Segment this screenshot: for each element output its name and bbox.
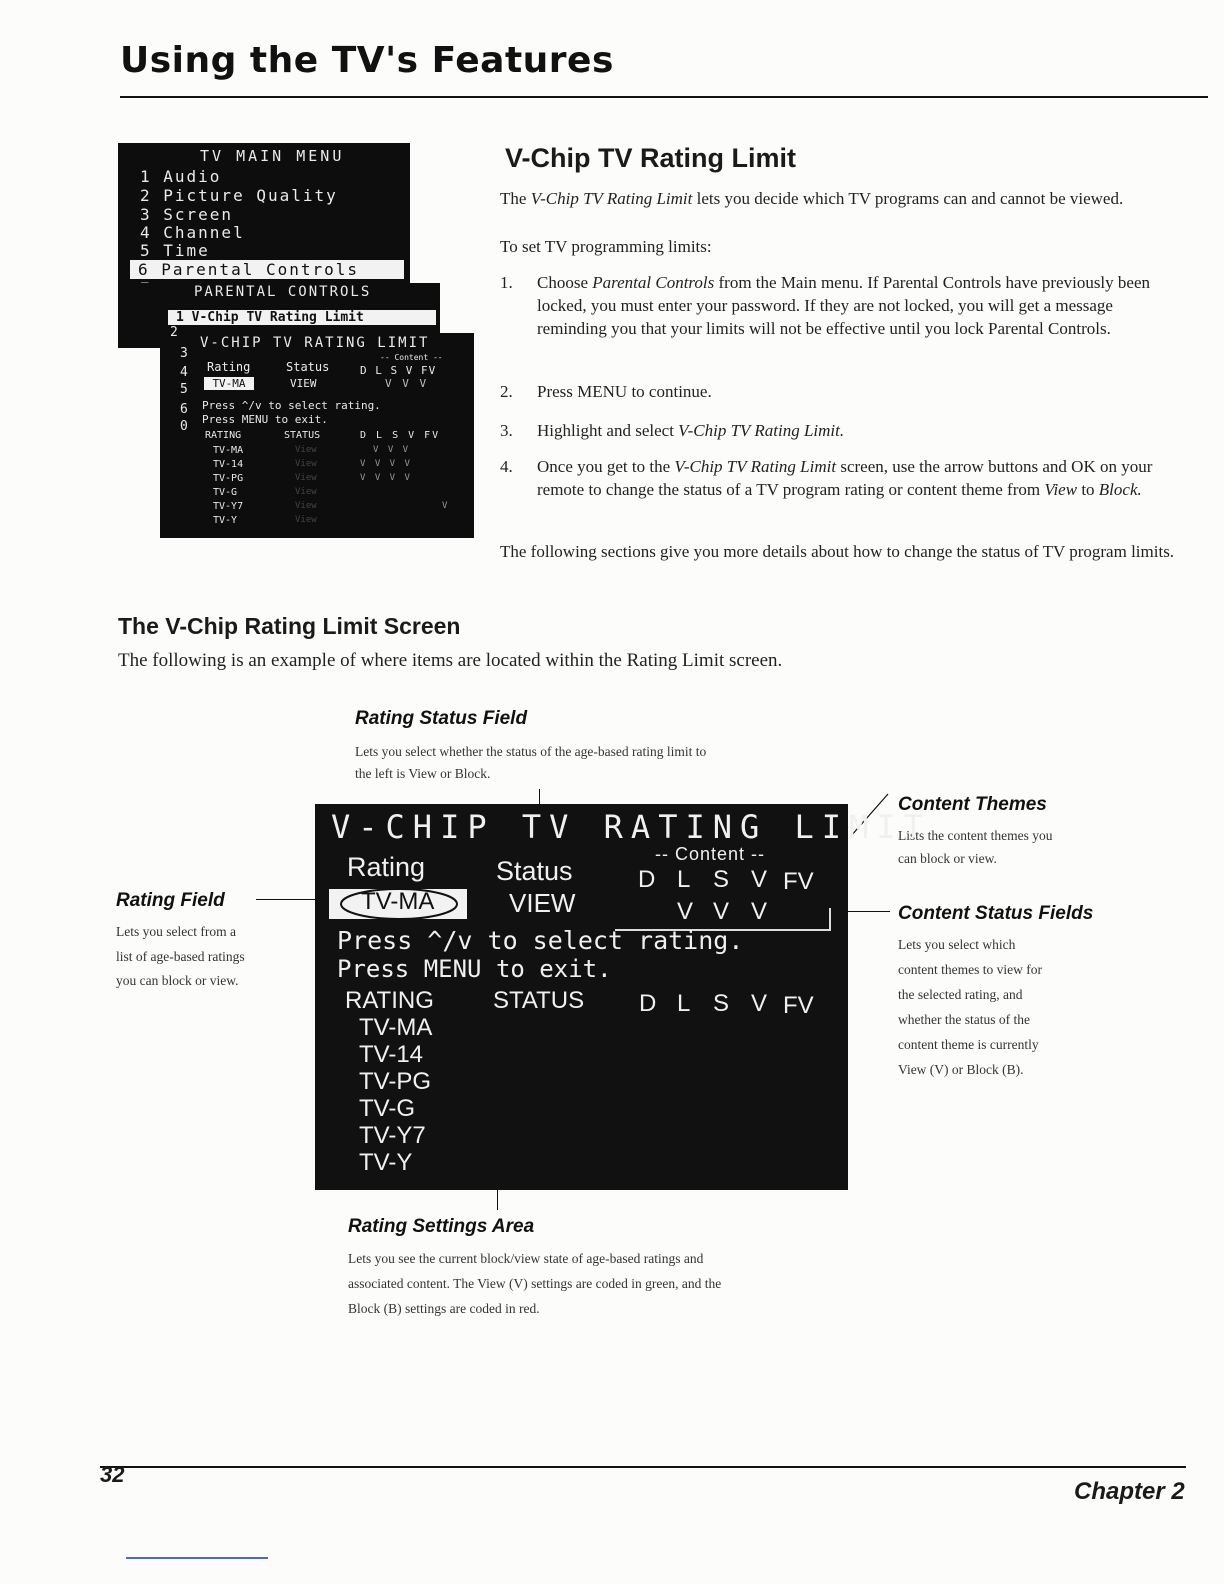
- small-cut-6: 6: [180, 402, 188, 417]
- big-content-value[interactable]: V: [713, 898, 730, 925]
- callout-content-status-body: whether the status of the: [898, 1012, 1030, 1027]
- small-cut-5: 5: [180, 382, 188, 397]
- big-table-status: STATUS: [493, 987, 585, 1014]
- callout-rating-settings-body: associated content. The View (V) settings are coded in green, and the: [348, 1276, 722, 1291]
- page-number: 32: [100, 1462, 125, 1487]
- big-rating-field[interactable]: TV-MA: [361, 888, 435, 915]
- small-cut-2: 2: [170, 325, 178, 340]
- small-row-status: View: [295, 487, 317, 497]
- small-cut-0: 0: [180, 419, 188, 434]
- big-table-l: L: [677, 990, 691, 1017]
- small-table-status: STATUS: [284, 430, 321, 441]
- step-text: Once you get to the: [537, 457, 675, 476]
- bottom-link-underline: [126, 1557, 268, 1559]
- big-help-2: Press MENU to exit.: [337, 955, 612, 983]
- step-number: 2.: [500, 382, 513, 401]
- step-4: [500, 455, 1180, 501]
- callout-rating-field-body: Lets you select from a: [116, 924, 236, 939]
- small-row-content: V V V: [373, 445, 411, 455]
- step-2: [500, 380, 1180, 403]
- callout-rating-status-body: the left is View or Block.: [355, 766, 491, 781]
- step-text: Highlight and select: [537, 421, 679, 440]
- page-title: Using the TV's Features: [120, 40, 614, 81]
- menu-item-parental-controls[interactable]: 6 Parental Controls: [130, 260, 404, 279]
- small-rating-label: Rating: [207, 360, 251, 374]
- callout-content-status-body: content themes to view for: [898, 962, 1042, 977]
- callout-rating-settings-title: Rating Settings Area: [348, 1216, 535, 1237]
- small-row-status: View: [295, 501, 317, 511]
- step-italic: Block.: [1098, 480, 1142, 499]
- small-row-rating: TV-Y: [213, 515, 238, 526]
- small-row-content: V V V V: [360, 473, 412, 483]
- step-number: 3.: [500, 421, 513, 440]
- callout-rating-field-body: you can block or view.: [116, 973, 239, 988]
- set-limits-text: To set TV programming limits:: [500, 237, 712, 256]
- section-intro: The following is an example of where items are located within the Rating Limit screen.: [118, 650, 783, 671]
- callout-rating-status-title: Rating Status Field: [355, 708, 528, 729]
- small-help-2: Press MENU to exit.: [202, 413, 328, 426]
- small-table-rating: RATING: [205, 430, 242, 441]
- intro-italic: V-Chip TV Rating Limit: [530, 189, 693, 208]
- small-cut-3: 3: [180, 346, 188, 361]
- small-row-rating: TV-G: [213, 487, 238, 498]
- callout-content-status-body: View (V) or Block (B).: [898, 1062, 1024, 1077]
- small-status-field[interactable]: VIEW: [290, 377, 317, 390]
- step-italic: V-Chip TV Rating Limit.: [678, 421, 845, 440]
- vchip-outro: The following sections give you more details about how to change the status of TV program limits.: [500, 542, 1175, 561]
- callout-content-themes-body: can block or view.: [898, 851, 997, 866]
- small-row-rating: TV-Y7: [213, 501, 244, 512]
- big-row-rating: TV-G: [359, 1095, 416, 1122]
- small-rating-field[interactable]: TV-MA: [204, 377, 254, 390]
- small-help-1: Press ^/v to select rating.: [202, 399, 381, 412]
- small-row-rating: TV-MA: [213, 445, 244, 456]
- callout-rating-field-body: list of age-based ratings: [116, 949, 245, 964]
- big-table-s: S: [713, 990, 730, 1017]
- step-text: Choose: [537, 273, 593, 292]
- big-letter-fv: FV: [783, 868, 814, 895]
- big-letter-d: D: [638, 866, 656, 893]
- vchip-rating-limit-screen: [315, 804, 931, 1190]
- big-table-v: V: [751, 990, 768, 1017]
- small-content-letters: D L S V FV: [360, 364, 437, 377]
- small-status-label: Status: [286, 360, 330, 374]
- small-row-status: View: [295, 515, 317, 525]
- menu-item-picture-quality[interactable]: 2 Picture Quality: [140, 186, 338, 205]
- callout-content-status-body: content theme is currently: [898, 1037, 1039, 1052]
- menu-item-vchip-rating-limit[interactable]: 1 V-Chip TV Rating Limit: [168, 310, 436, 325]
- leader-line: [256, 899, 322, 900]
- step-text: to: [1077, 480, 1099, 499]
- leader-line: [539, 789, 540, 805]
- big-content-label: -- Content --: [655, 844, 766, 864]
- menu-title: TV MAIN MENU: [200, 147, 345, 165]
- menu-item-time[interactable]: 5 Time: [140, 241, 210, 260]
- step-text: from the Main menu. If Parental Controls have previously been locked, you must enter your password. If they are not locked, you will get a message reminding you that your limits will not be effective until you lock Parental Controls.: [537, 273, 1150, 338]
- vchip-small-screen: [160, 325, 474, 538]
- big-letter-l: L: [677, 866, 691, 893]
- small-table-content: D L S V FV: [360, 430, 441, 441]
- callout-rating-settings-body: Block (B) settings are coded in red.: [348, 1301, 540, 1316]
- step-3: [500, 419, 1180, 442]
- small-row-content: V V V V: [360, 459, 412, 469]
- step-italic: View: [1044, 480, 1078, 499]
- big-row-rating: TV-PG: [359, 1068, 432, 1095]
- small-content-label: -- Content --: [380, 353, 443, 362]
- intro-lead: The: [500, 189, 531, 208]
- big-table-d: D: [639, 990, 657, 1017]
- footer-rule: [100, 1466, 1186, 1468]
- parental-menu-title: PARENTAL CONTROLS: [194, 284, 372, 300]
- step-italic: V-Chip TV Rating Limit: [674, 457, 837, 476]
- big-content-value[interactable]: V: [677, 898, 694, 925]
- callout-content-status-body: Lets you select which: [898, 937, 1016, 952]
- step-italic: Parental Controls: [592, 273, 715, 292]
- big-help-1: Press ^/v to select rating.: [337, 926, 744, 955]
- big-content-value[interactable]: V: [751, 898, 768, 925]
- big-letter-s: S: [713, 866, 730, 893]
- callout-content-themes-title: Content Themes: [898, 794, 1047, 815]
- callout-content-themes-body: Lists the content themes you: [898, 828, 1053, 843]
- step-text: Press MENU to continue.: [537, 382, 712, 401]
- leader-line: [497, 1190, 498, 1210]
- callout-rating-settings-body: Lets you see the current block/view state of age-based ratings and: [348, 1251, 704, 1266]
- step-1: [500, 271, 1180, 340]
- section-heading: The V-Chip Rating Limit Screen: [118, 613, 461, 639]
- chapter-label: Chapter 2: [1074, 1478, 1185, 1505]
- callout-rating-status-body: Lets you select whether the status of the age-based rating limit to: [355, 744, 707, 759]
- big-letter-v: V: [751, 866, 768, 893]
- big-table-rating: RATING: [345, 987, 434, 1014]
- step-number: 1.: [500, 273, 513, 292]
- big-status-field[interactable]: VIEW: [509, 888, 576, 918]
- big-status-label: Status: [496, 856, 573, 886]
- big-table-fv: FV: [783, 992, 814, 1019]
- intro-rest: lets you decide which TV programs can and cannot be viewed.: [692, 189, 1124, 208]
- small-row-status: View: [295, 459, 317, 469]
- big-row-rating: TV-Y7: [359, 1122, 426, 1149]
- vchip-heading: V-Chip TV Rating Limit: [505, 143, 796, 173]
- menu-item-channel[interactable]: 4 Channel: [140, 223, 245, 242]
- small-row-status: View: [295, 445, 317, 455]
- callout-content-status-title: Content Status Fields: [898, 903, 1094, 924]
- step-number: 4.: [500, 457, 513, 476]
- step-text: screen, use the arrow buttons and OK on your remote to change the status of a TV program rating or content theme from: [537, 457, 1153, 499]
- small-row-status: View: [295, 473, 317, 483]
- callout-rating-field-title: Rating Field: [116, 890, 225, 911]
- small-screen-title: V-CHIP TV RATING LIMIT: [200, 335, 430, 351]
- small-row-rating: TV-PG: [213, 473, 244, 484]
- big-rating-label: Rating: [347, 852, 426, 882]
- big-row-rating: TV-14: [359, 1041, 424, 1068]
- big-row-rating: TV-MA: [359, 1014, 433, 1041]
- leader-line: [848, 911, 890, 912]
- callout-content-status-body: the selected rating, and: [898, 987, 1023, 1002]
- vchip-intro: [500, 187, 1200, 210]
- menu-item-screen[interactable]: 3 Screen: [140, 205, 234, 224]
- big-screen-title: V-CHIP TV RATING LIMIT: [331, 808, 931, 846]
- content-bracket: [829, 908, 831, 930]
- small-row-rating: TV-14: [213, 459, 244, 470]
- menu-item-audio[interactable]: 1 Audio: [140, 167, 222, 186]
- small-content-values[interactable]: V V V: [385, 377, 429, 390]
- small-row-content: V: [442, 501, 448, 511]
- header-rule: [120, 96, 1208, 98]
- big-row-rating: TV-Y: [359, 1149, 413, 1176]
- small-cut-4: 4: [180, 365, 188, 380]
